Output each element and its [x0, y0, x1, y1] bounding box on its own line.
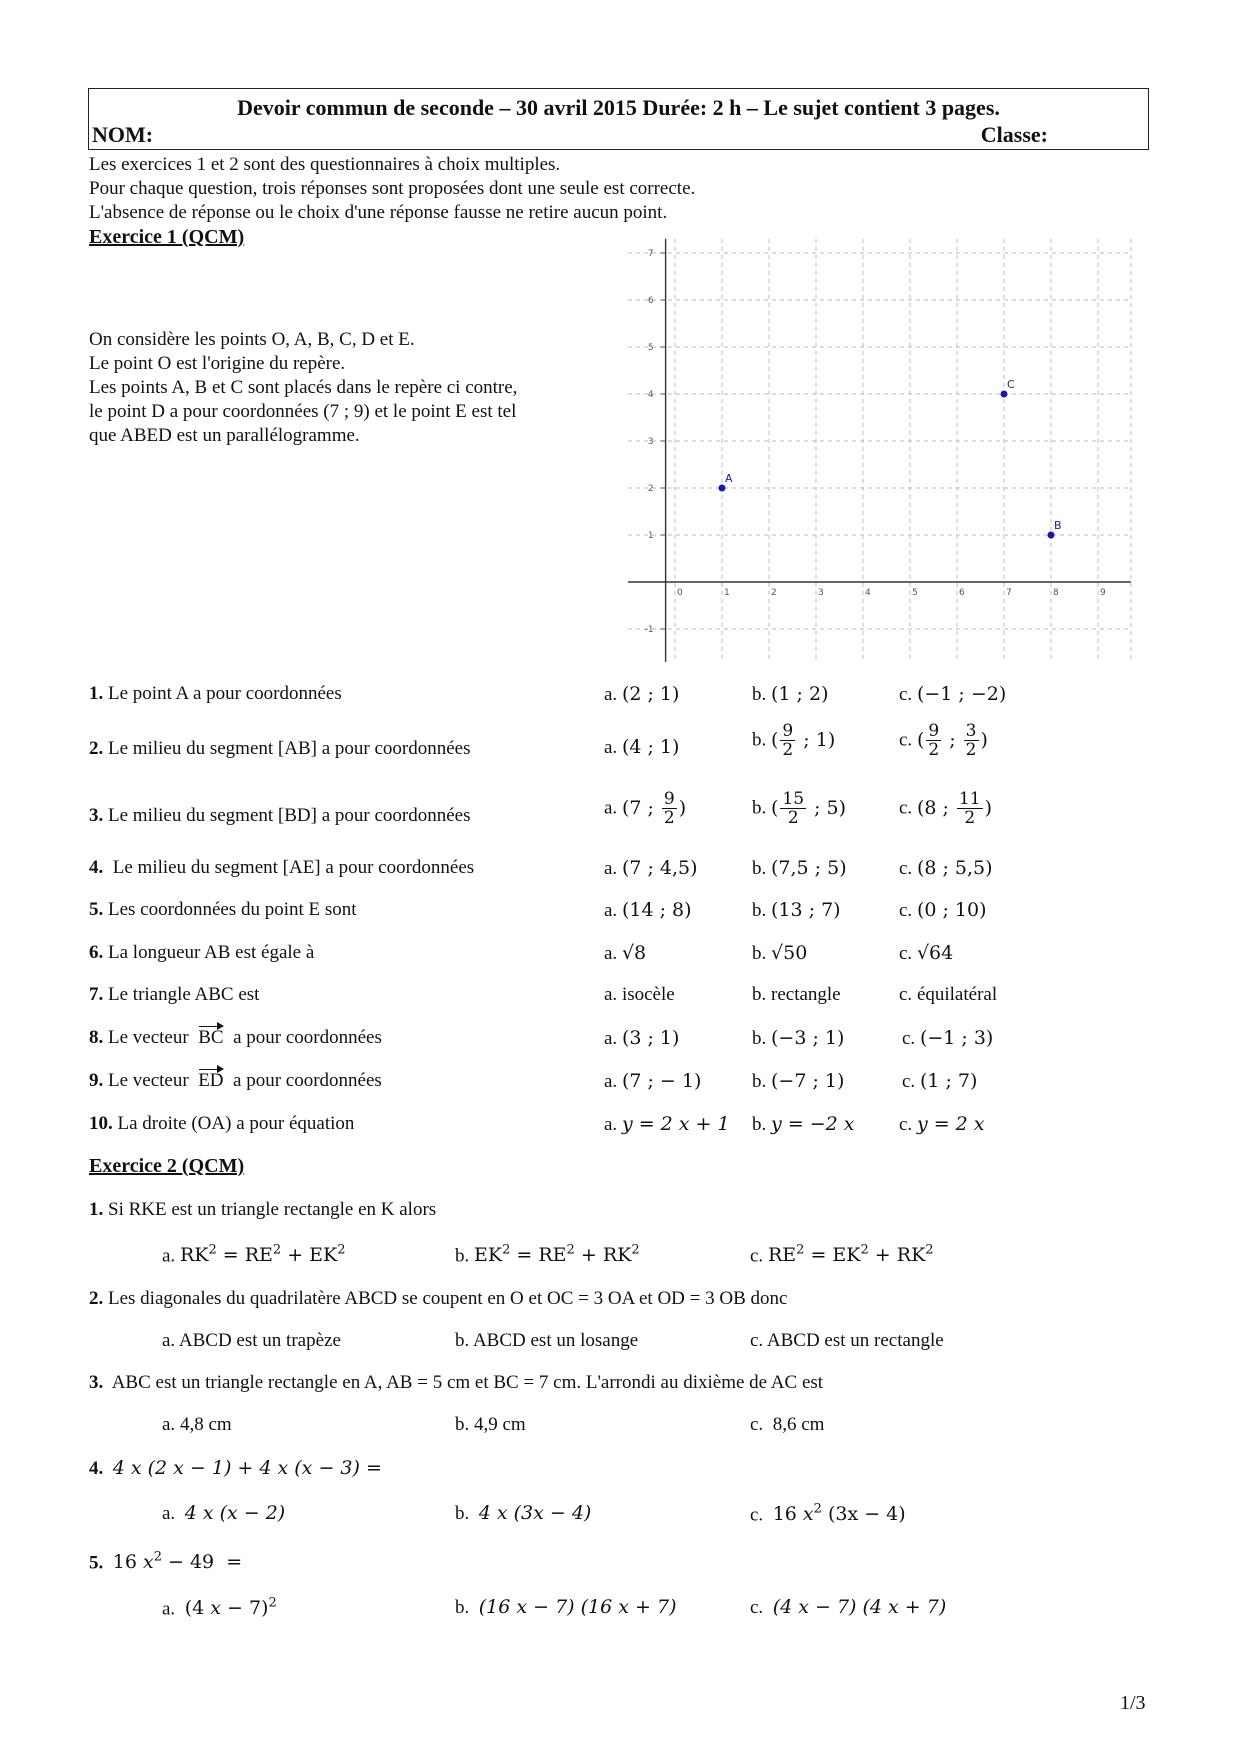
- header-box: [88, 88, 1149, 150]
- answer-b[interactable]: b. (−7 ; 1): [752, 1070, 845, 1092]
- graph-ticks: [645, 249, 1106, 635]
- question-10: 10. La droite (OA) a pour équation: [89, 1113, 355, 1134]
- y-tick-label: 7: [647, 249, 654, 259]
- answer-b[interactable]: b. rectangle: [752, 984, 841, 1005]
- exercise1-context: [89, 328, 517, 448]
- point-label-c: C: [1007, 378, 1015, 391]
- question-4: 4. Le milieu du segment [AE] a pour coordonnées: [89, 857, 475, 878]
- answer-a[interactable]: a. y = 2 x + 1: [604, 1113, 730, 1135]
- answer-a[interactable]: a. (14 ; 8): [604, 899, 692, 921]
- answer-a[interactable]: a. $RK^2 = RE^2 + EK^2$: [162, 1243, 346, 1267]
- x-tick-label: 0: [677, 588, 683, 598]
- context-line: Le point O est l'origine du repère.: [89, 353, 346, 374]
- x-tick-label: 1: [724, 588, 730, 598]
- answer-b[interactable]: b. ( $\frac{15}{2}$ ; 5): [752, 789, 847, 828]
- answer-a[interactable]: a. (4 ; 1): [604, 736, 680, 758]
- answer-b[interactable]: b. √50: [752, 942, 808, 964]
- answer-a[interactable]: a. (7 ; − 1): [604, 1070, 702, 1092]
- y-tick-label: 4: [647, 390, 654, 400]
- context-line: On considère les points O, A, B, C, D et E.: [89, 329, 415, 350]
- x-tick-label: 4: [865, 588, 871, 598]
- point-label-a: A: [725, 472, 733, 485]
- answer-c[interactable]: c. 16 $x^2$ (3x − 4): [750, 1502, 906, 1526]
- point-b: [1048, 532, 1055, 539]
- context-line: le point D a pour coordonnées (7 ; 9) et le point E est tel: [89, 401, 517, 422]
- answer-a[interactable]: a. (4 x − 7)$^2$: [162, 1596, 277, 1620]
- ex2-question-1: 1. Si RKE est un triangle rectangle en K alors: [89, 1199, 437, 1220]
- y-tick-label: 3: [647, 437, 654, 447]
- answer-c[interactable]: c. (4 x − 7) (4 x + 7): [750, 1596, 947, 1618]
- answer-b[interactable]: b. (1 ; 2): [752, 683, 829, 705]
- answer-c[interactable]: c. √64: [899, 942, 954, 964]
- answer-c[interactable]: c. $RE^2 = EK^2 + RK^2$: [750, 1243, 934, 1267]
- question-5: 5. Les coordonnées du point E sont: [89, 899, 357, 920]
- answer-c[interactable]: c. (−1 ; 3): [902, 1027, 994, 1049]
- graph-points: [719, 378, 1062, 539]
- answer-b[interactable]: b. 4,9 cm: [455, 1414, 526, 1435]
- x-tick-label: 2: [771, 588, 777, 598]
- answer-a[interactable]: a. (7 ; 4,5): [604, 857, 698, 879]
- graph-axes: [628, 239, 1131, 662]
- x-tick-label: 8: [1053, 588, 1059, 598]
- y-tick-label: 2: [647, 484, 654, 494]
- graph-grid: [628, 239, 1131, 662]
- answer-c[interactable]: c. 8,6 cm: [750, 1414, 825, 1435]
- vector-bc: BC: [198, 1027, 224, 1048]
- intro-line: L'absence de réponse ou le choix d'une réponse fausse ne retire aucun point.: [89, 202, 668, 223]
- x-tick-label: 9: [1100, 588, 1106, 598]
- answer-a[interactable]: a. ABCD est un trapèze: [162, 1330, 341, 1351]
- answer-a[interactable]: a. √8: [604, 942, 647, 964]
- page-title: Devoir commun de seconde – 30 avril 2015 Durée: 2 h – Le sujet contient 3 pages.: [237, 95, 1000, 120]
- context-line: Les points A, B et C sont placés dans le repère ci contre,: [89, 377, 518, 398]
- exercise1-title: Exercice 1 (QCM): [89, 226, 245, 248]
- answer-b[interactable]: b. ( $\frac{9}{2}$ ; 1): [752, 721, 836, 760]
- answer-b[interactable]: b. 4 x (3x − 4): [455, 1502, 592, 1524]
- answer-a[interactable]: a. 4 x (x − 2): [162, 1502, 286, 1524]
- answer-a[interactable]: a. (7 ; $\frac{9}{2}$ ): [604, 789, 687, 828]
- answer-a[interactable]: a. (2 ; 1): [604, 683, 680, 705]
- answer-b[interactable]: b. (−3 ; 1): [752, 1027, 845, 1049]
- ex2-question-3: 3. ABC est un triangle rectangle en A, AB = 5 cm et BC = 7 cm. L'arrondi au dixième de AC est: [89, 1372, 824, 1393]
- ex2-question-4: 4. 4 x (2 x − 1) + 4 x (x − 3) =: [89, 1457, 382, 1479]
- answer-c[interactable]: c. y = 2 x: [899, 1113, 985, 1135]
- classe-label: Classe:: [980, 122, 1048, 147]
- question-8: 8. Le vecteur BC a pour coordonnées: [89, 1027, 382, 1048]
- answer-a[interactable]: a. 4,8 cm: [162, 1414, 232, 1435]
- answer-c[interactable]: c. équilatéral: [899, 984, 998, 1005]
- x-tick-label: 7: [1006, 588, 1012, 598]
- x-tick-label: 5: [912, 588, 918, 598]
- question-6: 6. La longueur AB est égale à: [89, 942, 315, 963]
- question-1: 1. Le point A a pour coordonnées: [89, 683, 342, 704]
- exercise2-title: Exercice 2 (QCM): [89, 1155, 245, 1177]
- question-3: 3. Le milieu du segment [BD] a pour coordonnées: [89, 805, 471, 826]
- y-tick-label: -1: [644, 625, 654, 635]
- answer-b[interactable]: b. (13 ; 7): [752, 899, 841, 921]
- answer-b[interactable]: b. y = −2 x: [752, 1113, 855, 1135]
- answer-c[interactable]: c. ABCD est un rectangle: [750, 1330, 944, 1351]
- answer-b[interactable]: b. (16 x − 7) (16 x + 7): [455, 1596, 677, 1618]
- answer-c[interactable]: c. ( $\frac{9}{2}$ ; $\frac{3}{2}$ ): [899, 721, 988, 760]
- answer-b[interactable]: b. ABCD est un losange: [455, 1330, 639, 1351]
- ex2-question-5: 5. 16 $x^2 - 49$ =: [89, 1550, 243, 1574]
- vector-ed: ED: [198, 1070, 224, 1091]
- intro-block: [89, 153, 695, 225]
- answer-b[interactable]: b. $EK^2 = RE^2 + RK^2$: [455, 1243, 640, 1267]
- y-tick-label: 1: [647, 531, 654, 541]
- x-tick-label: 3: [818, 588, 824, 598]
- answer-c[interactable]: c. (0 ; 10): [899, 899, 987, 921]
- x-tick-label: 6: [959, 588, 965, 598]
- answer-c[interactable]: c. (8 ; $\frac{11}{2}$ ): [899, 789, 992, 828]
- point-label-b: B: [1054, 519, 1062, 532]
- answer-c[interactable]: c. (8 ; 5,5): [899, 857, 993, 879]
- nom-label: NOM:: [92, 122, 154, 147]
- answer-a[interactable]: a. isocèle: [604, 984, 675, 1005]
- answer-b[interactable]: b. (7,5 ; 5): [752, 857, 847, 879]
- point-a: [719, 485, 726, 492]
- answer-c[interactable]: c. (1 ; 7): [902, 1070, 978, 1092]
- answer-c[interactable]: c. (−1 ; −2): [899, 683, 1007, 705]
- coordinate-graph: [620, 235, 1140, 675]
- point-c: [1001, 391, 1008, 398]
- y-tick-label: 5: [647, 343, 654, 353]
- intro-line: Les exercices 1 et 2 sont des questionnaires à choix multiples.: [89, 154, 561, 175]
- question-9: 9. Le vecteur ED a pour coordonnées: [89, 1070, 382, 1091]
- question-7: 7. Le triangle ABC est: [89, 984, 260, 1005]
- context-line: que ABED est un parallélogramme.: [89, 425, 360, 446]
- intro-line: Pour chaque question, trois réponses sont proposées dont une seule est correcte.: [89, 178, 696, 199]
- ex2-question-2: 2. Les diagonales du quadrilatère ABCD se coupent en O et OC = 3 OA et OD = 3 OB donc: [89, 1288, 788, 1309]
- page-number: 1/3: [1120, 1692, 1146, 1714]
- question-2: 2. Le milieu du segment [AB] a pour coordonnées: [89, 738, 471, 759]
- y-tick-label: 6: [647, 296, 654, 306]
- answer-a[interactable]: a. (3 ; 1): [604, 1027, 680, 1049]
